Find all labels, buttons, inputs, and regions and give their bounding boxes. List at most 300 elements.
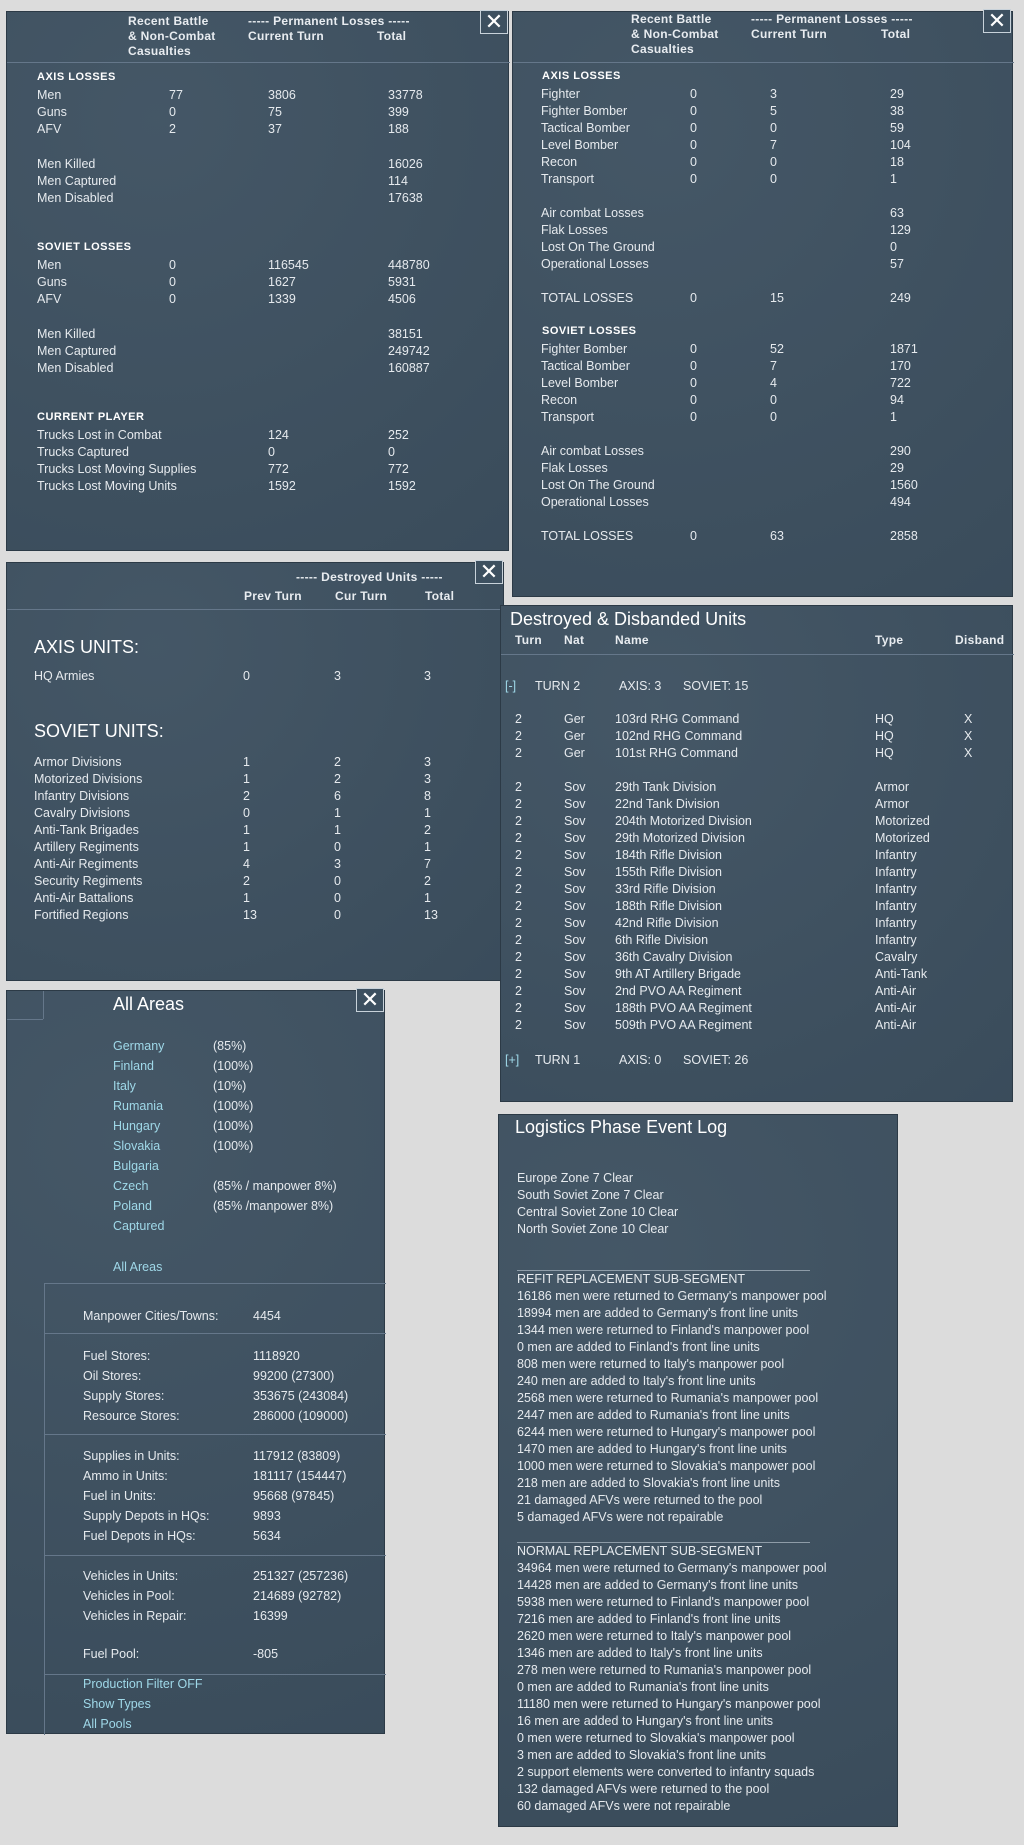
log-line: 0 men are added to Rumania's front line units [517,1680,769,1694]
corner-vline [43,991,44,1019]
show-types-link[interactable]: Show Types [83,1697,151,1711]
log-line: 1346 men are added to Italy's front line units [517,1646,763,1660]
row-value: 0 [169,275,176,289]
row-label: Flak Losses [541,461,608,475]
close-icon: ✕ [987,8,1007,33]
header-divider [513,62,1014,63]
total-value: 2858 [890,529,918,543]
unit-cell: 101st RHG Command [615,746,738,760]
unit-cell: Ger [564,729,585,743]
row-value: 2 [243,874,250,888]
log-line: 16186 men were returned to Germany's manpower pool [517,1289,827,1303]
stat-label: Supply Depots in HQs: [83,1509,210,1523]
corner-hline [7,1019,43,1020]
stat-label: Vehicles in Units: [83,1569,179,1583]
row-value: 0 [169,292,176,306]
total-value: 0 [690,291,697,305]
unit-cell: 2 [515,984,522,998]
row-value: 2 [424,874,431,888]
group-divider [44,1555,386,1556]
col-recent-header: Recent Battle & Non-Combat Casualties [128,14,216,58]
row-value: 37 [268,122,282,136]
close-icon: ✕ [479,559,499,584]
area-link[interactable]: Bulgaria [113,1159,159,1173]
stat-value: 181117 (154447) [253,1469,347,1483]
unit-cell: Infantry [875,933,917,947]
unit-cell: Infantry [875,865,917,879]
total-value: 249 [890,291,911,305]
row-value: 0 [690,87,697,101]
losses-panel [6,11,509,551]
log-line: 60 damaged AFVs were not repairable [517,1799,731,1813]
close-button[interactable] [356,988,384,1012]
row-value: 1627 [268,275,296,289]
unit-cell: Motorized [875,814,930,828]
row-label: Men Killed [37,157,96,171]
row-value: 160887 [388,361,430,375]
row-value: 75 [268,105,282,119]
unit-cell: 2 [515,950,522,964]
row-value: 1 [424,891,431,905]
areas-title: All Areas [113,994,185,1014]
unit-cell: Armor [875,780,910,794]
unit-cell: 29th Motorized Division [615,831,745,845]
row-value: 0 [690,410,697,424]
col-turn: Turn [515,633,542,647]
stat-value: 286000 (109000) [253,1409,349,1423]
row-value: 59 [890,121,904,135]
log-line: Central Soviet Zone 10 Clear [517,1205,679,1219]
unit-cell: 2 [515,865,522,879]
row-label: Air combat Losses [541,206,644,220]
unit-cell: Infantry [875,882,917,896]
row-label: Lost On The Ground [541,478,655,492]
stat-label: Resource Stores: [83,1409,180,1423]
group-divider [44,1434,386,1435]
unit-cell: 29th Tank Division [615,780,717,794]
total-value: 0 [690,529,697,543]
total-label: TOTAL LOSSES [541,529,634,543]
row-value: 1 [890,410,897,424]
row-label: AFV [37,122,62,136]
row-value: 0 [690,359,697,373]
row-value: 29 [890,461,904,475]
row-value: 0 [169,105,176,119]
row-label: Men Killed [37,327,96,341]
row-label: Level Bomber [541,138,619,152]
row-value: 0 [690,172,697,186]
unit-cell: Sov [564,865,586,879]
stat-value: 95668 (97845) [253,1489,335,1503]
row-value: 3 [424,669,431,683]
row-value: 399 [388,105,409,119]
row-value: 3 [334,669,341,683]
log-line: 1000 men were returned to Slovakia's manpower pool [517,1459,816,1473]
row-value: 13 [243,908,257,922]
unit-cell: 188th PVO AA Regiment [615,1001,752,1015]
row-value: 1 [334,823,341,837]
area-percent: (100%) [213,1139,254,1153]
row-label: Flak Losses [541,223,608,237]
area-percent: (85% /manpower 8%) [213,1199,334,1213]
col-total-header: Total [881,27,911,41]
row-value: 1560 [890,478,918,492]
row-label: Anti-Air Battalions [34,891,134,905]
row-value: 249742 [388,344,430,358]
axis-units-title: AXIS UNITS: [34,637,140,657]
col-type: Type [875,633,904,647]
area-link[interactable]: Finland [113,1059,154,1073]
row-label: Armor Divisions [34,755,122,769]
row-label: Tactical Bomber [541,359,630,373]
stat-value: 251327 (257236) [253,1569,349,1583]
row-label: Transport [541,172,595,186]
unit-cell: Sov [564,984,586,998]
row-value: 1 [243,772,250,786]
axis-losses-title: AXIS LOSSES [542,70,621,82]
group-divider [44,1333,386,1334]
current-player-title: CURRENT PLAYER [37,411,145,423]
fuel-pool-value: -805 [253,1647,279,1661]
row-label: Fortified Regions [34,908,129,922]
unit-cell: 2 [515,746,522,760]
log-line: 1344 men were returned to Finland's manpower pool [517,1323,810,1337]
row-value: 57 [890,257,904,271]
stat-value: 1118920 [253,1349,300,1363]
log-line: 0 men were returned to Slovakia's manpower pool [517,1731,795,1745]
turn2-axis-count: AXIS: 3 [619,679,662,693]
refit-title: REFIT REPLACEMENT SUB-SEGMENT [517,1272,746,1286]
turn1-toggle[interactable]: [+] [505,1053,520,1067]
row-value: 1 [243,823,250,837]
group-divider [44,1283,386,1284]
row-value: 0 [334,840,341,854]
area-link[interactable]: Rumania [113,1099,164,1113]
unit-cell: 2 [515,933,522,947]
row-value: 290 [890,444,911,458]
unit-cell: X [964,729,973,743]
unit-cell: HQ [875,746,894,760]
row-value: 0 [690,138,697,152]
stat-label: Oil Stores: [83,1369,142,1383]
row-value: 77 [169,88,183,102]
row-label: Infantry Divisions [34,789,130,803]
row-value: 0 [690,342,697,356]
unit-cell: Anti-Tank [875,967,928,981]
normal-divider [517,1542,810,1543]
air-losses-panel [512,8,1013,597]
logistics-title: Logistics Phase Event Log [515,1117,728,1137]
log-line: 21 damaged AFVs were returned to the pool [517,1493,763,1507]
row-label: Operational Losses [541,495,649,509]
stat-label: Ammo in Units: [83,1469,168,1483]
unit-cell: 2 [515,814,522,828]
row-value: 0 [690,393,697,407]
row-value: 0 [690,104,697,118]
row-label: Men Disabled [37,191,114,205]
row-label: Anti-Tank Brigades [34,823,139,837]
row-value: 129 [890,223,911,237]
row-value: 7 [770,359,777,373]
close-button[interactable] [475,560,503,584]
unit-cell: 2nd PVO AA Regiment [615,984,742,998]
unit-cell: Sov [564,933,586,947]
all-areas-link[interactable]: All Areas [113,1260,163,1274]
row-value: 1 [243,891,250,905]
row-label: Artillery Regiments [34,840,139,854]
row-value: 3806 [268,88,296,102]
stat-label: Supplies in Units: [83,1449,180,1463]
stat-value: 214689 (92782) [253,1589,342,1603]
col-prev-turn: Prev Turn [244,589,302,603]
unit-cell: Sov [564,831,586,845]
row-value: 8 [424,789,431,803]
row-value: 170 [890,359,911,373]
unit-cell: 155th Rifle Division [615,865,722,879]
unit-cell: 2 [515,848,522,862]
stat-label: Supply Stores: [83,1389,165,1403]
header-divider [7,609,505,610]
row-label: Trucks Captured [37,445,129,459]
col-total-header: Total [377,29,407,43]
row-label: Trucks Lost in Combat [37,428,162,442]
row-label: Level Bomber [541,376,619,390]
stat-label: Fuel Stores: [83,1349,151,1363]
row-value: 0 [334,874,341,888]
unit-cell: Sov [564,899,586,913]
header-divider [7,62,510,63]
row-value: 0 [334,908,341,922]
unit-cell: Cavalry [875,950,918,964]
unit-cell: 2 [515,899,522,913]
row-value: 7 [424,857,431,871]
turn2-soviet-count: SOVIET: 15 [683,679,749,693]
stat-value: 117912 (83809) [253,1449,341,1463]
row-value: 252 [388,428,409,442]
row-label: Cavalry Divisions [34,806,130,820]
row-value: 52 [770,342,784,356]
unit-cell: Sov [564,967,586,981]
row-value: 0 [770,155,777,169]
row-label: Tactical Bomber [541,121,630,135]
area-link[interactable]: Poland [113,1199,152,1213]
close-button[interactable] [480,10,508,34]
row-value: 17638 [388,191,423,205]
disbanded-units-panel [500,605,1013,1102]
row-value: 772 [388,462,409,476]
row-value: 1 [890,172,897,186]
unit-cell: 102nd RHG Command [615,729,743,743]
col-cur-turn: Cur Turn [335,589,388,603]
close-button[interactable] [983,9,1011,33]
row-value: 0 [169,258,176,272]
row-value: 1592 [268,479,296,493]
unit-cell: 6th Rifle Division [615,933,709,947]
log-line: 18994 men are added to Germany's front line units [517,1306,799,1320]
area-percent: (100%) [213,1119,254,1133]
stat-value: 353675 (243084) [253,1389,349,1403]
row-value: 2 [334,772,341,786]
stat-label: Vehicles in Pool: [83,1589,175,1603]
col-total: Total [425,589,455,603]
col-current-header: Current Turn [248,29,325,43]
row-value: 2 [169,122,176,136]
row-value: 29 [890,87,904,101]
unit-cell: 2 [515,967,522,981]
row-value: 7 [770,138,777,152]
unit-cell: 2 [515,729,522,743]
stat-value: 9893 [253,1509,281,1523]
unit-cell: Anti-Air [875,1001,916,1015]
production-filter-link[interactable]: Production Filter OFF [83,1677,203,1691]
row-value: 0 [770,393,777,407]
row-label: Men Captured [37,174,117,188]
row-value: 4 [770,376,777,390]
row-value: 3 [770,87,777,101]
unit-cell: 2 [515,882,522,896]
stat-label: Vehicles in Repair: [83,1609,187,1623]
area-link[interactable]: Germany [113,1039,165,1053]
row-value: 63 [890,206,904,220]
unit-cell: HQ [875,712,894,726]
row-value: 5931 [388,275,416,289]
log-line: 5938 men were returned to Finland's manpower pool [517,1595,810,1609]
col-name: Name [615,633,649,647]
row-label: HQ Armies [34,669,95,683]
row-value: 5 [770,104,777,118]
row-label: Fighter Bomber [541,104,628,118]
refit-divider [517,1270,810,1271]
row-value: 0 [770,121,777,135]
row-value: 114 [388,174,408,188]
unit-cell: 2 [515,916,522,930]
unit-cell: 2 [515,1018,522,1032]
row-value: 94 [890,393,904,407]
log-line: Europe Zone 7 Clear [517,1171,634,1185]
destroyed-units-header: ----- Destroyed Units ----- [296,570,443,584]
total-value: 15 [770,291,784,305]
unit-cell: 2 [515,797,522,811]
log-line: 2 support elements were converted to infantry squads [517,1765,815,1779]
soviet-units-title: SOVIET UNITS: [34,721,164,741]
row-label: AFV [37,292,62,306]
row-label: Fighter Bomber [541,342,628,356]
unit-cell: 9th AT Artillery Brigade [615,967,741,981]
unit-cell: Sov [564,1018,586,1032]
row-value: 0 [334,891,341,905]
row-label: Anti-Air Regiments [34,857,139,871]
stat-value: 16399 [253,1609,288,1623]
unit-cell: Infantry [875,848,917,862]
unit-cell: 188th Rifle Division [615,899,722,913]
unit-cell: Sov [564,814,586,828]
row-label: Transport [541,410,595,424]
turn2-toggle[interactable]: [-] [505,679,517,693]
row-value: 3 [334,857,341,871]
row-label: Guns [37,105,67,119]
area-link[interactable]: Captured [113,1219,165,1233]
close-icon: ✕ [360,987,380,1012]
row-label: Guns [37,275,67,289]
unit-cell: Sov [564,916,586,930]
area-link[interactable]: Czech [113,1179,149,1193]
unit-cell: 2 [515,1001,522,1015]
unit-cell: 184th Rifle Division [615,848,722,862]
log-line: 16 men are added to Hungary's front line units [517,1714,774,1728]
all-pools-link[interactable]: All Pools [83,1717,132,1731]
unit-cell: 42nd Rifle Division [615,916,719,930]
unit-cell: Sov [564,780,586,794]
unit-cell: 204th Motorized Division [615,814,752,828]
unit-cell: 509th PVO AA Regiment [615,1018,752,1032]
row-value: 6 [334,789,341,803]
row-value: 722 [890,376,911,390]
unit-cell: Infantry [875,916,917,930]
unit-cell: 2 [515,780,522,794]
stat-value: 99200 (27300) [253,1369,335,1383]
unit-cell: Ger [564,712,585,726]
area-link[interactable]: Italy [113,1079,136,1093]
log-line: 240 men are added to Italy's front line units [517,1374,756,1388]
group-vline [44,1283,45,1735]
row-value: 38 [890,104,904,118]
log-line: 2447 men are added to Rumania's front line units [517,1408,790,1422]
log-line: South Soviet Zone 7 Clear [517,1188,664,1202]
row-value: 2 [243,789,250,803]
destroyed-units-panel [6,559,504,981]
unit-cell: Sov [564,1001,586,1015]
row-label: Fighter [541,87,580,101]
row-value: 1 [424,806,431,820]
log-line: 132 damaged AFVs were returned to the pool [517,1782,770,1796]
row-value: 33778 [388,88,423,102]
turn1-label: TURN 1 [535,1053,581,1067]
row-label: Recon [541,393,578,407]
row-value: 3 [424,755,431,769]
row-label: Security Regiments [34,874,143,888]
unit-cell: HQ [875,729,894,743]
row-value: 1339 [268,292,296,306]
unit-cell: 103rd RHG Command [615,712,740,726]
area-percent: (100%) [213,1059,254,1073]
col-current-header: Current Turn [751,27,828,41]
row-value: 0 [690,121,697,135]
log-line: 5 damaged AFVs were not repairable [517,1510,724,1524]
turn1-axis-count: AXIS: 0 [619,1053,662,1067]
row-value: 116545 [268,258,309,272]
log-line: 6244 men were returned to Hungary's manpower pool [517,1425,816,1439]
stat-label: Fuel in Units: [83,1489,156,1503]
log-line: 2568 men were returned to Rumania's manpower pool [517,1391,819,1405]
stat-value: 4454 [253,1309,281,1323]
total-value: 63 [770,529,784,543]
row-value: 1 [424,840,431,854]
area-link[interactable]: Hungary [113,1119,161,1133]
normal-title: NORMAL REPLACEMENT SUB-SEGMENT [517,1544,763,1558]
row-label: Air combat Losses [541,444,644,458]
unit-cell: Armor [875,797,910,811]
soviet-losses-title: SOVIET LOSSES [542,325,637,337]
row-value: 16026 [388,157,423,171]
row-value: 494 [890,495,911,509]
row-label: Operational Losses [541,257,649,271]
row-value: 0 [243,806,250,820]
row-value: 1592 [388,479,416,493]
row-label: Trucks Lost Moving Units [37,479,177,493]
log-line: 2620 men were returned to Italy's manpower pool [517,1629,792,1643]
area-link[interactable]: Slovakia [113,1139,161,1153]
row-value: 0 [268,445,275,459]
